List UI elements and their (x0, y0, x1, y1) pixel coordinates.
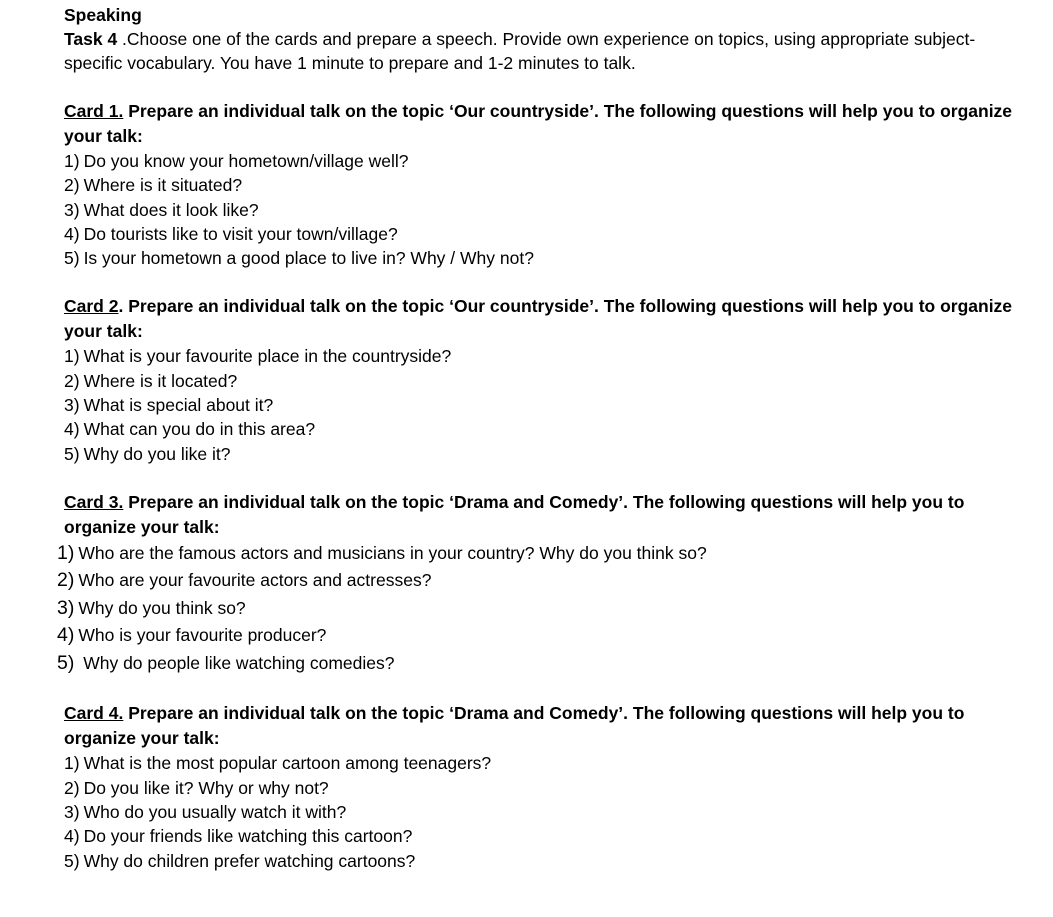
question-text: Do you like it? Why or why not? (83, 777, 329, 798)
question-number: 2) (57, 569, 75, 592)
question-text: Who are the famous actors and musicians in your country? Why do you think so? (78, 542, 707, 563)
card-title: Prepare an individual talk on the topic ‘Drama and Comedy’. The following questions will help you to organize your talk: (64, 491, 965, 537)
card-1 (64, 99, 1024, 270)
task-text: .Choose one of the cards and prepare a speech. Provide own experience on topics, using appropriate subject-specific vocabulary. You have 1 minute to prepare and 1-2 minutes to talk. (64, 29, 976, 73)
card-number: Card 1. (64, 101, 124, 121)
question-number: 3) (64, 395, 80, 416)
question-item (64, 442, 1024, 466)
question-item (64, 751, 1024, 775)
question-text: Where is it situated? (83, 175, 243, 196)
question-number: 4) (64, 223, 80, 244)
question-text: What does it look like? (83, 199, 259, 220)
question-item (64, 344, 1024, 368)
question-text: Do your friends like watching this cartoon? (83, 826, 413, 847)
question-text: Where is it located? (83, 370, 238, 391)
card-heading (64, 99, 1024, 149)
card-number: Card 4. (64, 703, 124, 724)
section-heading: Speaking (64, 5, 142, 25)
question-text: Why do you think so? (78, 597, 246, 618)
question-item (64, 222, 1024, 246)
question-item (57, 622, 1024, 650)
question-text: Why do children prefer watching cartoons? (83, 850, 416, 871)
question-number: 1) (57, 541, 75, 564)
question-number: 5) (64, 248, 80, 269)
question-number: 1) (64, 753, 80, 774)
card-title: . Prepare an individual talk on the topic ‘Our countryside’. The following questions will help you to organize your talk: (64, 296, 1013, 342)
question-text: Who are your favourite actors and actresses? (78, 570, 432, 591)
card-number: Card 3. (64, 491, 124, 512)
question-list (64, 344, 1024, 465)
card-2 (64, 294, 1024, 465)
question-number: 2) (64, 175, 80, 196)
card-4 (64, 701, 1024, 872)
question-text: What can you do in this area? (83, 419, 316, 440)
question-number: 5) (64, 850, 80, 871)
question-number: 4) (64, 826, 80, 847)
card-title: Prepare an individual talk on the topic ‘Drama and Comedy’. The following questions will help you to organize your talk: (64, 703, 965, 749)
question-item (64, 149, 1024, 173)
question-text: Is your hometown a good place to live in? Why / Why not? (83, 248, 534, 269)
task-label: Task 4 (64, 29, 118, 49)
question-number: 5) (57, 651, 75, 674)
question-list (64, 149, 1024, 270)
question-text: Do tourists like to visit your town/village? (83, 223, 398, 244)
question-item (57, 650, 1024, 678)
question-list (64, 751, 1024, 872)
question-item (64, 393, 1024, 417)
question-item (64, 849, 1024, 873)
question-number: 3) (57, 596, 75, 619)
question-text: Why do people like watching comedies? (78, 652, 395, 673)
question-number: 1) (64, 346, 80, 367)
card-heading (64, 701, 1024, 751)
question-number: 5) (64, 443, 80, 464)
question-item (64, 173, 1024, 197)
card-3 (57, 490, 1024, 678)
question-item (64, 246, 1024, 270)
question-text: Why do you like it? (83, 443, 231, 464)
card-title: Prepare an individual talk on the topic ‘Our countryside’. The following questions will help you to organize your talk: (64, 101, 1013, 146)
question-item (64, 417, 1024, 441)
question-number: 4) (57, 624, 75, 647)
question-text: Who is your favourite producer? (78, 625, 327, 646)
question-text: What is special about it? (83, 395, 274, 416)
question-text: What is the most popular cartoon among teenagers? (83, 753, 492, 774)
question-item (64, 800, 1024, 824)
question-number: 4) (64, 419, 80, 440)
task-instructions (64, 27, 1024, 75)
question-number: 2) (64, 777, 80, 798)
card-number: Card 2 (64, 296, 119, 317)
question-item (64, 776, 1024, 800)
question-item (57, 595, 1024, 623)
question-text: Do you know your hometown/village well? (83, 151, 409, 171)
question-text: Who do you usually watch it with? (83, 802, 347, 823)
question-item (57, 540, 1024, 568)
card-heading (64, 490, 1024, 540)
question-number: 3) (64, 199, 80, 220)
question-number: 2) (64, 370, 80, 391)
question-item (64, 824, 1024, 848)
question-text: What is your favourite place in the countryside? (83, 346, 452, 367)
card-heading (64, 294, 1024, 344)
document-page (57, 3, 1024, 873)
question-number: 1) (64, 151, 80, 171)
question-number: 3) (64, 802, 80, 823)
question-list (57, 540, 1024, 678)
question-item (64, 369, 1024, 393)
question-item (64, 198, 1024, 222)
question-item (57, 567, 1024, 595)
